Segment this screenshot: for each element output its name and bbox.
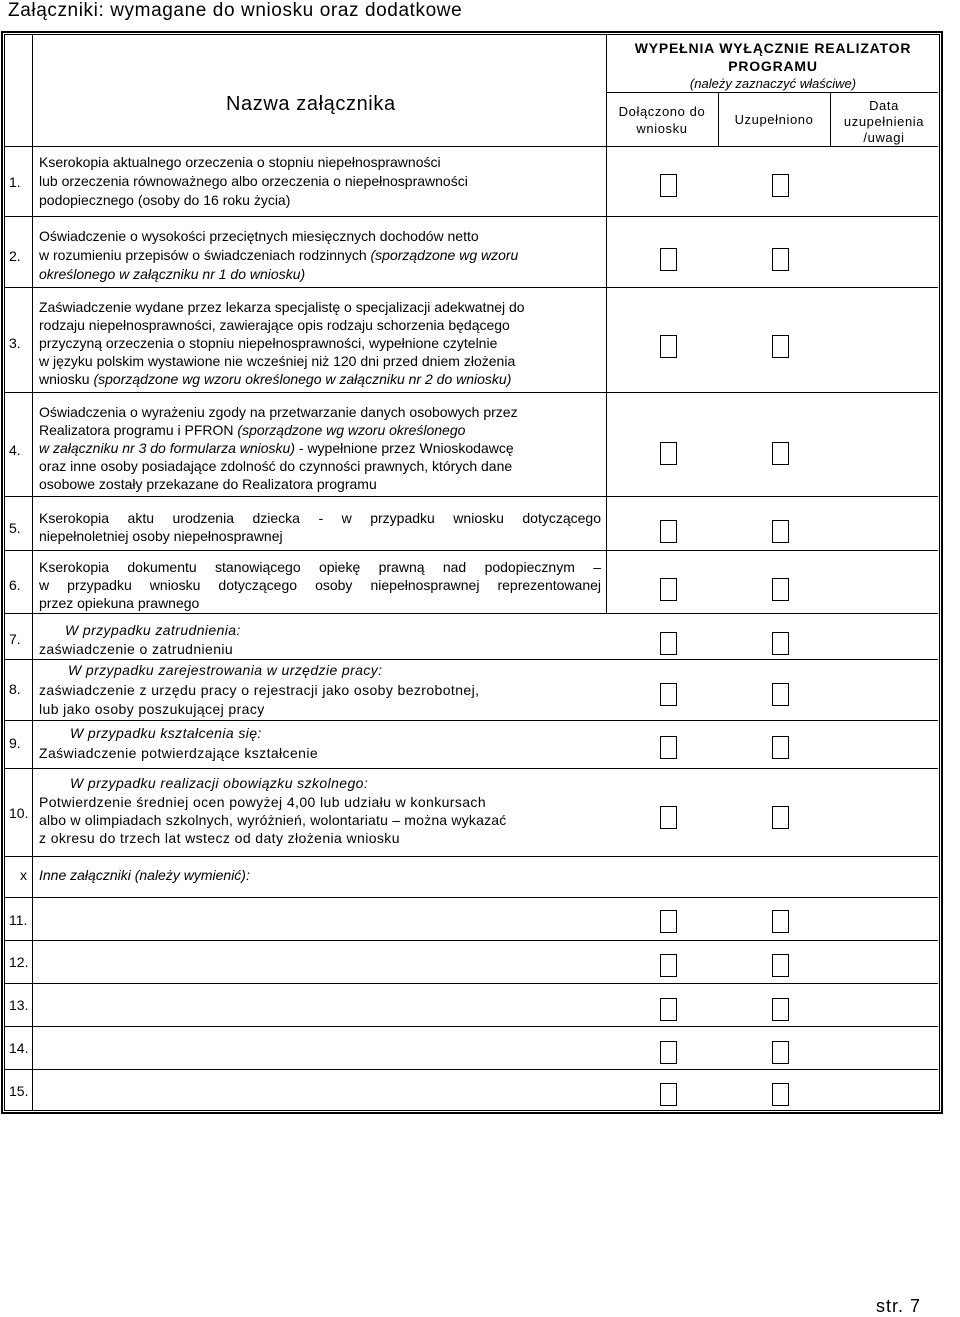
row-heading: W przypadku realizacji obowiązku szkolnego:: [70, 775, 369, 791]
row-text: lub jako osoby poszukującej pracy: [39, 701, 265, 717]
grid-line: [4, 392, 938, 393]
grid-line: [4, 856, 938, 857]
row-text: Realizatora programu i PFRON: [39, 422, 234, 438]
checkbox[interactable]: [772, 442, 789, 465]
row-text: rodzaju niepełnosprawności, zawierające opis rodzaju schorzenia będącego: [39, 317, 510, 333]
name-column-header: Nazwa załącznika: [226, 93, 396, 115]
row-text-italic: (sporządzone wg wzoru: [370, 247, 519, 263]
checkbox[interactable]: [660, 954, 677, 977]
row-text-italic: określonego w załączniku nr 1 do wniosku): [39, 266, 306, 282]
checkbox[interactable]: [660, 806, 677, 829]
row-text-italic: (sporządzone wg wzoru określonego w załączniku nr 2 do wniosku): [93, 371, 512, 387]
col-date-header: Data: [869, 98, 899, 113]
row-heading: W przypadku zarejestrowania w urzędzie pracy:: [68, 662, 383, 678]
row-text: zaświadczenie z urzędu pracy o rejestracji jako osoby bezrobotnej,: [39, 682, 480, 698]
grid-line: [606, 146, 607, 216]
checkbox[interactable]: [772, 578, 789, 601]
row-text: - wypełnione przez Wnioskodawcę: [298, 440, 514, 456]
checkbox[interactable]: [660, 736, 677, 759]
row-text: w języku polskim wystawione nie wcześniej niż 120 dni przed dniem złożenia: [39, 353, 516, 369]
row-text: albo w olimpiadach szkolnych, wyróżnień, wolontariatu – można wykazać: [39, 812, 507, 828]
grid-line: [606, 496, 607, 550]
checkbox[interactable]: [772, 998, 789, 1021]
row-number: 7.: [9, 631, 21, 647]
grid-line: [606, 550, 607, 613]
row-number: 10.: [9, 805, 29, 821]
row-text: w rozumieniu przepisów o świadczeniach rodzinnych: [39, 247, 367, 263]
checkbox[interactable]: [772, 1083, 789, 1106]
other-label: Inne załączniki (należy wymienić):: [39, 867, 250, 883]
row-text: oraz inne osoby posiadające zdolność do czynności prawnych, których dane: [39, 458, 513, 474]
checkbox[interactable]: [660, 578, 677, 601]
realizator-header-2: PROGRAMU: [728, 58, 818, 74]
row-number: 1.: [9, 174, 21, 190]
grid-line: [4, 897, 938, 898]
row-number: 14.: [9, 1040, 29, 1056]
row-number: 15.: [9, 1083, 29, 1099]
grid-line: [4, 216, 938, 217]
row-text: podopiecznego (osoby do 16 roku życia): [39, 192, 291, 208]
checkbox[interactable]: [660, 683, 677, 706]
grid-line: [4, 146, 938, 147]
checkbox[interactable]: [660, 1083, 677, 1106]
grid-line: [4, 550, 938, 551]
row-number: 2.: [9, 248, 21, 264]
row-text: Zaświadczenie potwierdzające kształcenie: [39, 745, 319, 761]
row-number: 11.: [9, 912, 28, 928]
row-heading: W przypadku zatrudnienia:: [65, 622, 241, 638]
grid-line: [606, 287, 607, 392]
grid-line: [4, 983, 938, 984]
row-text: lub orzeczenia równoważnego albo orzeczenia o niepełnosprawności: [39, 173, 468, 189]
col-attached-header-2: wniosku: [636, 121, 688, 136]
checkbox[interactable]: [660, 910, 677, 933]
row-text: Oświadczenie o wysokości przeciętnych miesięcznych dochodów netto: [39, 228, 479, 244]
checkbox[interactable]: [660, 335, 677, 358]
row-text: osobowe zostały przekazane do Realizatora programu: [39, 476, 377, 492]
checkbox[interactable]: [772, 520, 789, 543]
grid-line: [4, 940, 938, 941]
checkbox[interactable]: [772, 174, 789, 197]
checkbox[interactable]: [660, 520, 677, 543]
row-text: Zaświadczenie wydane przez lekarza specjalistę o specjalizacji adekwatnej do: [39, 299, 525, 315]
other-marker: x: [20, 867, 27, 883]
col-date-header-2: uzupełnienia: [843, 114, 925, 129]
row-text: Kserokopia aktualnego orzeczenia o stopniu niepełnosprawności: [39, 154, 441, 170]
grid-line: [4, 1026, 938, 1027]
row-text: przyczyną orzeczenia o stopniu niepełnosprawności, wypełnione czytelnie: [39, 335, 498, 351]
checkbox[interactable]: [772, 1041, 789, 1064]
grid-line: [4, 768, 938, 769]
row-text: niepełnoletniej osoby niepełnosprawnej: [39, 528, 283, 544]
checkbox[interactable]: [772, 248, 789, 271]
row-text: Kserokopia dokumentu stanowiącego opiekę prawną nad podopiecznym –: [39, 559, 601, 575]
grid-line: [4, 287, 938, 288]
grid-line: [4, 613, 938, 614]
grid-line: [4, 1069, 938, 1070]
row-text: przez opiekuna prawnego: [39, 595, 200, 611]
page-number: str. 7: [876, 1296, 922, 1316]
grid-line: [4, 720, 938, 721]
row-text: Oświadczenia o wyrażeniu zgody na przetwarzanie danych osobowych przez: [39, 404, 518, 420]
row-number: 8.: [9, 681, 21, 697]
checkbox[interactable]: [772, 683, 789, 706]
checkbox[interactable]: [772, 910, 789, 933]
col-completed-header: Uzupełniono: [734, 112, 814, 127]
checkbox[interactable]: [772, 736, 789, 759]
row-text: z okresu do trzech lat wstecz od daty złożenia wniosku: [39, 830, 400, 846]
grid-line: [4, 496, 938, 497]
realizator-header: WYPEŁNIA WYŁĄCZNIE REALIZATOR: [634, 40, 912, 56]
checkbox[interactable]: [660, 632, 677, 655]
checkbox[interactable]: [660, 248, 677, 271]
row-number: 6.: [9, 577, 21, 593]
col-attached-header: Dołączono do: [618, 104, 706, 119]
realizator-note: (należy zaznaczyć właściwe): [689, 76, 857, 91]
row-text: Potwierdzenie średniej ocen powyżej 4,00 lub udziału w konkursach: [39, 794, 487, 810]
row-text: w przypadku wniosku dotyczącego osoby niepełnosprawnej reprezentowanej: [39, 577, 601, 593]
row-text: Kserokopia aktu urodzenia dziecka - w przypadku wniosku dotyczącego: [39, 510, 601, 526]
col-date-header-3: /uwagi: [863, 130, 905, 145]
row-text-italic: (sporządzone wg wzoru określonego: [237, 422, 466, 438]
checkbox[interactable]: [772, 954, 789, 977]
row-number: 5.: [9, 520, 21, 536]
checkbox[interactable]: [772, 335, 789, 358]
checkbox[interactable]: [660, 998, 677, 1021]
grid-line: [32, 35, 33, 1110]
checkbox[interactable]: [660, 442, 677, 465]
row-heading: W przypadku kształcenia się:: [70, 725, 262, 741]
row-number: 9.: [9, 735, 21, 751]
grid-line: [606, 216, 607, 287]
row-text: zaświadczenie o zatrudnieniu: [39, 641, 234, 657]
row-number: 3.: [9, 335, 21, 351]
grid-line: [606, 392, 607, 496]
grid-line: [4, 659, 938, 660]
checkbox[interactable]: [660, 1041, 677, 1064]
checkbox[interactable]: [772, 632, 789, 655]
row-number: 12.: [9, 954, 29, 970]
row-number: 13.: [9, 997, 29, 1013]
row-text-italic: w załączniku nr 3 do formularza wniosku): [39, 440, 295, 456]
checkbox[interactable]: [772, 806, 789, 829]
row-number: 4.: [9, 442, 21, 458]
row-text: wniosku: [39, 371, 90, 387]
checkbox[interactable]: [660, 174, 677, 197]
page-title: Załączniki: wymagane do wniosku oraz dodatkowe: [8, 0, 463, 21]
